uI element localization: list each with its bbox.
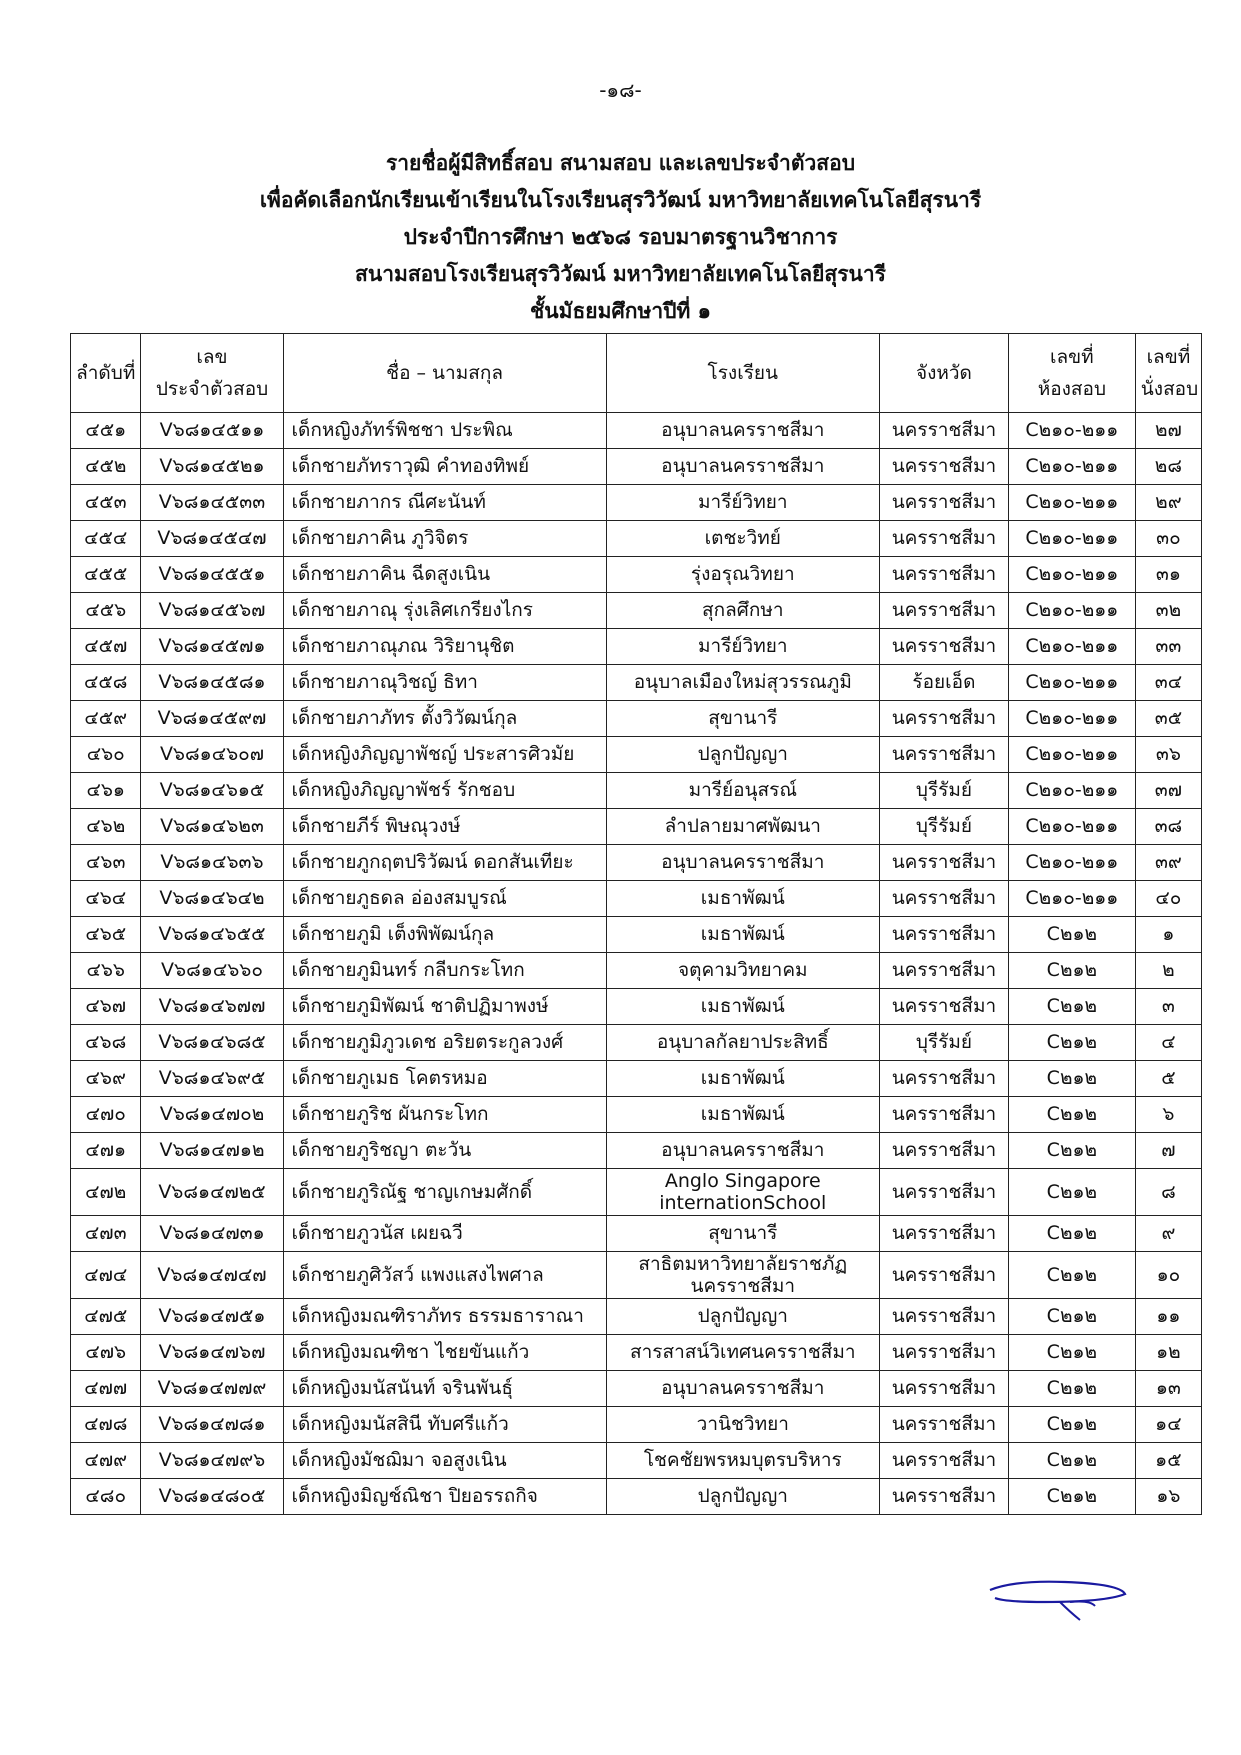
cell-seat: ๓๑	[1135, 557, 1201, 593]
cell-exam-id: V๖๘๑๔๖๔๒	[141, 881, 283, 917]
cell-exam-id: V๖๘๑๔๖๕๕	[141, 917, 283, 953]
table-row	[71, 1443, 1202, 1479]
cell-seat: ๑๕	[1135, 1443, 1201, 1479]
cell-school: โชคชัยพรหมบุตรบริหาร	[606, 1443, 879, 1479]
cell-seat: ๕	[1135, 1061, 1201, 1097]
cell-school: เตชะวิทย์	[606, 521, 879, 557]
cell-province: นครราชสีมา	[879, 1097, 1008, 1133]
cell-school: จตุคามวิทยาคม	[606, 953, 879, 989]
cell-school: ลำปลายมาศพัฒนา	[606, 809, 879, 845]
cell-seat: ๑๔	[1135, 1407, 1201, 1443]
cell-province: นครราชสีมา	[879, 1061, 1008, 1097]
cell-room: C๒๑๒	[1008, 1407, 1135, 1443]
table-row	[71, 1335, 1202, 1371]
column-header-no: ลำดับที่	[71, 334, 141, 413]
cell-room: C๒๑๒	[1008, 1299, 1135, 1335]
cell-seat: ๓๙	[1135, 845, 1201, 881]
cell-no: ๔๕๒	[71, 449, 141, 485]
header-exam-venue: สนามสอบโรงเรียนสุรวิวัฒน์ มหาวิทยาลัยเทคโนโลยีสุรนารี	[355, 262, 886, 286]
table-row	[71, 953, 1202, 989]
cell-no: ๔๖๗	[71, 989, 141, 1025]
cell-province: นครราชสีมา	[879, 1133, 1008, 1169]
cell-province: นครราชสีมา	[879, 881, 1008, 917]
cell-province: นครราชสีมา	[879, 1216, 1008, 1252]
table-row	[71, 989, 1202, 1025]
cell-no: ๔๗๕	[71, 1299, 141, 1335]
header-title: รายชื่อผู้มีสิทธิ์สอบ สนามสอบ และเลขประจำตัวสอบ	[385, 151, 856, 175]
cell-name: เด็กชายภูกฤตปริวัฒน์ ดอกสันเทียะ	[283, 845, 606, 881]
cell-school: สุขานารี	[606, 1216, 879, 1252]
table-row	[71, 1407, 1202, 1443]
cell-seat: ๑๒	[1135, 1335, 1201, 1371]
cell-school: เมธาพัฒน์	[606, 1061, 879, 1097]
signature-mark	[975, 1572, 1135, 1632]
cell-name: เด็กหญิงภิญญาพัชร์ รักชอบ	[283, 773, 606, 809]
cell-school: สาธิตมหาวิทยาลัยราชภัฏนครราชสีมา	[606, 1252, 879, 1299]
cell-province: นครราชสีมา	[879, 1252, 1008, 1299]
table-row	[71, 881, 1202, 917]
cell-seat: ๓๘	[1135, 809, 1201, 845]
cell-name: เด็กชายภูธดล อ่องสมบูรณ์	[283, 881, 606, 917]
cell-seat: ๖	[1135, 1097, 1201, 1133]
cell-no: ๔๕๖	[71, 593, 141, 629]
cell-seat: ๑๖	[1135, 1479, 1201, 1515]
table-row	[71, 449, 1202, 485]
cell-seat: ๑๓	[1135, 1371, 1201, 1407]
cell-no: ๔๖๒	[71, 809, 141, 845]
cell-province: นครราชสีมา	[879, 413, 1008, 449]
cell-seat: ๓๒	[1135, 593, 1201, 629]
header-purpose: เพื่อคัดเลือกนักเรียนเข้าเรียนในโรงเรียนสุรวิวัฒน์ มหาวิทยาลัยเทคโนโลยีสุรนารี	[259, 188, 982, 212]
cell-exam-id: V๖๘๑๔๖๓๖	[141, 845, 283, 881]
table-row	[71, 1025, 1202, 1061]
cell-name: เด็กชายภูริณัฐ ชาญเกษมศักดิ์	[283, 1169, 606, 1216]
cell-room: C๒๑๒	[1008, 1169, 1135, 1216]
cell-no: ๔๖๕	[71, 917, 141, 953]
table-body	[71, 413, 1202, 1515]
cell-exam-id: V๖๘๑๔๕๙๗	[141, 701, 283, 737]
cell-room: C๒๑๒	[1008, 1335, 1135, 1371]
cell-province: นครราชสีมา	[879, 845, 1008, 881]
candidate-table	[70, 333, 1202, 1515]
table-row	[71, 1216, 1202, 1252]
table-row	[71, 773, 1202, 809]
cell-exam-id: V๖๘๑๔๕๑๑	[141, 413, 283, 449]
cell-province: นครราชสีมา	[879, 1169, 1008, 1216]
cell-room: C๒๑๐-๒๑๑	[1008, 845, 1135, 881]
cell-name: เด็กหญิงมณฑิราภัทร ธรรมธาราณา	[283, 1299, 606, 1335]
cell-no: ๔๗๖	[71, 1335, 141, 1371]
cell-exam-id: V๖๘๑๔๕๗๑	[141, 629, 283, 665]
cell-seat: ๓๕	[1135, 701, 1201, 737]
cell-exam-id: V๖๘๑๔๖๑๕	[141, 773, 283, 809]
cell-school: ปลูกปัญญา	[606, 1479, 879, 1515]
cell-province: บุรีรัมย์	[879, 1025, 1008, 1061]
cell-school: มารีย์อนุสรณ์	[606, 773, 879, 809]
cell-room: C๒๑๒	[1008, 1133, 1135, 1169]
cell-name: เด็กชายภูมิภูวเดช อริยตระกูลวงศ์	[283, 1025, 606, 1061]
cell-seat: ๑	[1135, 917, 1201, 953]
cell-exam-id: V๖๘๑๔๗๕๑	[141, 1299, 283, 1335]
table-row	[71, 1061, 1202, 1097]
cell-name: เด็กหญิงภิญญาพัชญ์ ประสารศิวมัย	[283, 737, 606, 773]
cell-name: เด็กชายภูริช ผันกระโทก	[283, 1097, 606, 1133]
cell-seat: ๒๗	[1135, 413, 1201, 449]
cell-province: บุรีรัมย์	[879, 773, 1008, 809]
cell-room: C๒๑๐-๒๑๑	[1008, 665, 1135, 701]
cell-name: เด็กชายภาคิน ฉีดสูงเนิน	[283, 557, 606, 593]
column-header-exam-id: เลข ประจำตัวสอบ	[141, 334, 283, 413]
cell-school: อนุบาลนครราชสีมา	[606, 1371, 879, 1407]
cell-province: นครราชสีมา	[879, 1371, 1008, 1407]
cell-school: อนุบาลกัลยาประสิทธิ์	[606, 1025, 879, 1061]
cell-school: เมธาพัฒน์	[606, 917, 879, 953]
cell-no: ๔๗๙	[71, 1443, 141, 1479]
column-header-name: ชื่อ – นามสกุล	[283, 334, 606, 413]
column-header-seat: เลขที่ นั่งสอบ	[1135, 334, 1201, 413]
table-row	[71, 1133, 1202, 1169]
cell-province: นครราชสีมา	[879, 917, 1008, 953]
cell-no: ๔๖๙	[71, 1061, 141, 1097]
cell-province: นครราชสีมา	[879, 701, 1008, 737]
cell-province: นครราชสีมา	[879, 521, 1008, 557]
cell-exam-id: V๖๘๑๔๕๔๗	[141, 521, 283, 557]
cell-name: เด็กชายภูมินทร์ กลีบกระโทก	[283, 953, 606, 989]
cell-seat: ๓	[1135, 989, 1201, 1025]
table-row	[71, 629, 1202, 665]
cell-school: อนุบาลนครราชสีมา	[606, 1133, 879, 1169]
cell-province: นครราชสีมา	[879, 593, 1008, 629]
cell-province: นครราชสีมา	[879, 629, 1008, 665]
cell-exam-id: V๖๘๑๔๗๑๒	[141, 1133, 283, 1169]
cell-no: ๔๕๑	[71, 413, 141, 449]
cell-province: นครราชสีมา	[879, 953, 1008, 989]
cell-name: เด็กหญิงภัทร์พิชชา ประพิณ	[283, 413, 606, 449]
cell-no: ๔๗๔	[71, 1252, 141, 1299]
cell-school: วานิชวิทยา	[606, 1407, 879, 1443]
cell-school: สุขานารี	[606, 701, 879, 737]
cell-exam-id: V๖๘๑๔๖๙๕	[141, 1061, 283, 1097]
table-row	[71, 845, 1202, 881]
cell-no: ๔๖๑	[71, 773, 141, 809]
table-header-row	[71, 334, 1202, 413]
cell-room: C๒๑๐-๒๑๑	[1008, 485, 1135, 521]
cell-room: C๒๑๒	[1008, 1061, 1135, 1097]
cell-no: ๔๗๗	[71, 1371, 141, 1407]
cell-seat: ๑๑	[1135, 1299, 1201, 1335]
cell-room: C๒๑๐-๒๑๑	[1008, 737, 1135, 773]
cell-school: อนุบาลนครราชสีมา	[606, 413, 879, 449]
cell-school: อนุบาลเมืองใหม่สุวรรณภูมิ	[606, 665, 879, 701]
cell-room: C๒๑๐-๒๑๑	[1008, 809, 1135, 845]
cell-room: C๒๑๒	[1008, 1479, 1135, 1515]
table-row	[71, 1371, 1202, 1407]
header-grade-level: ชั้นมัธยมศึกษาปีที่ ๑	[530, 299, 711, 323]
cell-name: เด็กชายภาณุ รุ่งเลิศเกรียงไกร	[283, 593, 606, 629]
cell-seat: ๓๗	[1135, 773, 1201, 809]
cell-name: เด็กชายภาณุวิชญ์ ธิทา	[283, 665, 606, 701]
cell-school: รุ่งอรุณวิทยา	[606, 557, 879, 593]
cell-room: C๒๑๒	[1008, 1371, 1135, 1407]
cell-school: Anglo Singapore internationSchool	[606, 1169, 879, 1216]
cell-exam-id: V๖๘๑๔๗๐๒	[141, 1097, 283, 1133]
cell-school: มารีย์วิทยา	[606, 485, 879, 521]
cell-province: นครราชสีมา	[879, 1443, 1008, 1479]
cell-seat: ๙	[1135, 1216, 1201, 1252]
cell-province: ร้อยเอ็ด	[879, 665, 1008, 701]
cell-exam-id: V๖๘๑๔๕๘๑	[141, 665, 283, 701]
table-row	[71, 1097, 1202, 1133]
cell-name: เด็กชายภาภัทร ตั้งวิวัฒน์กุล	[283, 701, 606, 737]
cell-seat: ๓๔	[1135, 665, 1201, 701]
cell-seat: ๒	[1135, 953, 1201, 989]
cell-name: เด็กหญิงมนัสนันท์ จรินพันธุ์	[283, 1371, 606, 1407]
document-header	[0, 145, 1241, 330]
cell-room: C๒๑๐-๒๑๑	[1008, 773, 1135, 809]
cell-name: เด็กหญิงมัชฌิมา จอสูงเนิน	[283, 1443, 606, 1479]
cell-no: ๔๖๔	[71, 881, 141, 917]
cell-no: ๔๖๘	[71, 1025, 141, 1061]
cell-no: ๔๕๓	[71, 485, 141, 521]
table-row	[71, 593, 1202, 629]
table-row	[71, 665, 1202, 701]
cell-school: เมธาพัฒน์	[606, 1097, 879, 1133]
column-header-room: เลขที่ ห้องสอบ	[1008, 334, 1135, 413]
cell-no: ๔๗๑	[71, 1133, 141, 1169]
cell-province: บุรีรัมย์	[879, 809, 1008, 845]
cell-exam-id: V๖๘๑๔๕๒๑	[141, 449, 283, 485]
cell-exam-id: V๖๘๑๔๖๒๓	[141, 809, 283, 845]
cell-room: C๒๑๒	[1008, 953, 1135, 989]
cell-province: นครราชสีมา	[879, 1299, 1008, 1335]
cell-seat: ๒๙	[1135, 485, 1201, 521]
cell-no: ๔๖๐	[71, 737, 141, 773]
cell-no: ๔๕๔	[71, 521, 141, 557]
cell-no: ๔๘๐	[71, 1479, 141, 1515]
cell-name: เด็กชายภูศิวัสว์ แพงแสงไพศาล	[283, 1252, 606, 1299]
column-header-school: โรงเรียน	[606, 334, 879, 413]
cell-no: ๔๗๘	[71, 1407, 141, 1443]
cell-room: C๒๑๐-๒๑๑	[1008, 449, 1135, 485]
cell-exam-id: V๖๘๑๔๘๐๕	[141, 1479, 283, 1515]
cell-name: เด็กชายภาณุภณ วิริยานุชิต	[283, 629, 606, 665]
cell-room: C๒๑๒	[1008, 917, 1135, 953]
cell-school: อนุบาลนครราชสีมา	[606, 845, 879, 881]
cell-province: นครราชสีมา	[879, 449, 1008, 485]
cell-room: C๒๑๒	[1008, 989, 1135, 1025]
cell-exam-id: V๖๘๑๔๗๘๑	[141, 1407, 283, 1443]
cell-room: C๒๑๐-๒๑๑	[1008, 413, 1135, 449]
column-header-province: จังหวัด	[879, 334, 1008, 413]
cell-no: ๔๕๙	[71, 701, 141, 737]
table-row	[71, 701, 1202, 737]
cell-no: ๔๗๐	[71, 1097, 141, 1133]
table-row	[71, 737, 1202, 773]
table-row	[71, 1299, 1202, 1335]
cell-school: อนุบาลนครราชสีมา	[606, 449, 879, 485]
header-academic-year: ประจำปีการศึกษา ๒๕๖๘ รอบมาตรฐานวิชาการ	[403, 225, 838, 249]
table-row	[71, 1479, 1202, 1515]
cell-exam-id: V๖๘๑๔๕๓๓	[141, 485, 283, 521]
table-row	[71, 521, 1202, 557]
cell-no: ๔๗๓	[71, 1216, 141, 1252]
cell-province: นครราชสีมา	[879, 485, 1008, 521]
cell-seat: ๔๐	[1135, 881, 1201, 917]
cell-no: ๔๕๗	[71, 629, 141, 665]
cell-room: C๒๑๐-๒๑๑	[1008, 557, 1135, 593]
cell-name: เด็กชายภูริชญา ตะวัน	[283, 1133, 606, 1169]
cell-seat: ๒๘	[1135, 449, 1201, 485]
cell-exam-id: V๖๘๑๔๗๖๗	[141, 1335, 283, 1371]
table-row	[71, 917, 1202, 953]
cell-name: เด็กหญิงมิญช์ณิชา ปิยอรรถกิจ	[283, 1479, 606, 1515]
cell-room: C๒๑๐-๒๑๑	[1008, 629, 1135, 665]
cell-school: ปลูกปัญญา	[606, 1299, 879, 1335]
cell-seat: ๓๖	[1135, 737, 1201, 773]
cell-exam-id: V๖๘๑๔๗๙๖	[141, 1443, 283, 1479]
cell-exam-id: V๖๘๑๔๗๔๗	[141, 1252, 283, 1299]
table-row	[71, 413, 1202, 449]
page-number: -๑๘-	[599, 78, 642, 102]
cell-exam-id: V๖๘๑๔๗๒๕	[141, 1169, 283, 1216]
cell-province: นครราชสีมา	[879, 1407, 1008, 1443]
cell-name: เด็กหญิงมณฑิชา ไชยขันแก้ว	[283, 1335, 606, 1371]
cell-no: ๔๕๕	[71, 557, 141, 593]
cell-room: C๒๑๒	[1008, 1097, 1135, 1133]
cell-exam-id: V๖๘๑๔๗๗๙	[141, 1371, 283, 1407]
cell-school: เมธาพัฒน์	[606, 989, 879, 1025]
cell-name: เด็กชายภูมิพัฒน์ ชาติปฏิมาพงษ์	[283, 989, 606, 1025]
cell-room: C๒๑๒	[1008, 1025, 1135, 1061]
cell-room: C๒๑๒	[1008, 1216, 1135, 1252]
table-row	[71, 809, 1202, 845]
cell-exam-id: V๖๘๑๔๖๗๗	[141, 989, 283, 1025]
cell-province: นครราชสีมา	[879, 737, 1008, 773]
cell-name: เด็กชายภีร์ พิษณุวงษ์	[283, 809, 606, 845]
cell-exam-id: V๖๘๑๔๖๘๕	[141, 1025, 283, 1061]
cell-room: C๒๑๐-๒๑๑	[1008, 593, 1135, 629]
cell-seat: ๗	[1135, 1133, 1201, 1169]
cell-school: สุกลศึกษา	[606, 593, 879, 629]
cell-exam-id: V๖๘๑๔๗๓๑	[141, 1216, 283, 1252]
cell-province: นครราชสีมา	[879, 989, 1008, 1025]
cell-exam-id: V๖๘๑๔๕๕๑	[141, 557, 283, 593]
cell-name: เด็กชายภูวนัส เผยฉวี	[283, 1216, 606, 1252]
cell-name: เด็กชายภาคิน ภูวิจิตร	[283, 521, 606, 557]
cell-exam-id: V๖๘๑๔๕๖๗	[141, 593, 283, 629]
cell-no: ๔๖๖	[71, 953, 141, 989]
cell-name: เด็กชายภูเมธ โคตรหมอ	[283, 1061, 606, 1097]
cell-exam-id: V๖๘๑๔๖๖๐	[141, 953, 283, 989]
cell-room: C๒๑๐-๒๑๑	[1008, 881, 1135, 917]
cell-no: ๔๕๘	[71, 665, 141, 701]
table-row	[71, 1252, 1202, 1299]
cell-seat: ๔	[1135, 1025, 1201, 1061]
cell-school: ปลูกปัญญา	[606, 737, 879, 773]
cell-name: เด็กชายภากร ณีศะนันท์	[283, 485, 606, 521]
cell-room: C๒๑๐-๒๑๑	[1008, 521, 1135, 557]
cell-province: นครราชสีมา	[879, 1479, 1008, 1515]
cell-seat: ๓๓	[1135, 629, 1201, 665]
cell-school: เมธาพัฒน์	[606, 881, 879, 917]
cell-seat: ๘	[1135, 1169, 1201, 1216]
cell-no: ๔๗๒	[71, 1169, 141, 1216]
cell-name: เด็กหญิงมนัสสินี ทับศรีแก้ว	[283, 1407, 606, 1443]
cell-school: มารีย์วิทยา	[606, 629, 879, 665]
cell-exam-id: V๖๘๑๔๖๐๗	[141, 737, 283, 773]
cell-province: นครราชสีมา	[879, 1335, 1008, 1371]
cell-no: ๔๖๓	[71, 845, 141, 881]
cell-school: สารสาสน์วิเทศนครราชสีมา	[606, 1335, 879, 1371]
cell-province: นครราชสีมา	[879, 557, 1008, 593]
cell-name: เด็กชายภูมิ เต็งพิพัฒน์กุล	[283, 917, 606, 953]
cell-seat: ๓๐	[1135, 521, 1201, 557]
cell-room: C๒๑๐-๒๑๑	[1008, 701, 1135, 737]
table-row	[71, 557, 1202, 593]
cell-seat: ๑๐	[1135, 1252, 1201, 1299]
table-row	[71, 485, 1202, 521]
table-row	[71, 1169, 1202, 1216]
cell-room: C๒๑๒	[1008, 1443, 1135, 1479]
cell-room: C๒๑๒	[1008, 1252, 1135, 1299]
cell-name: เด็กชายภัทราวุฒิ คำทองทิพย์	[283, 449, 606, 485]
